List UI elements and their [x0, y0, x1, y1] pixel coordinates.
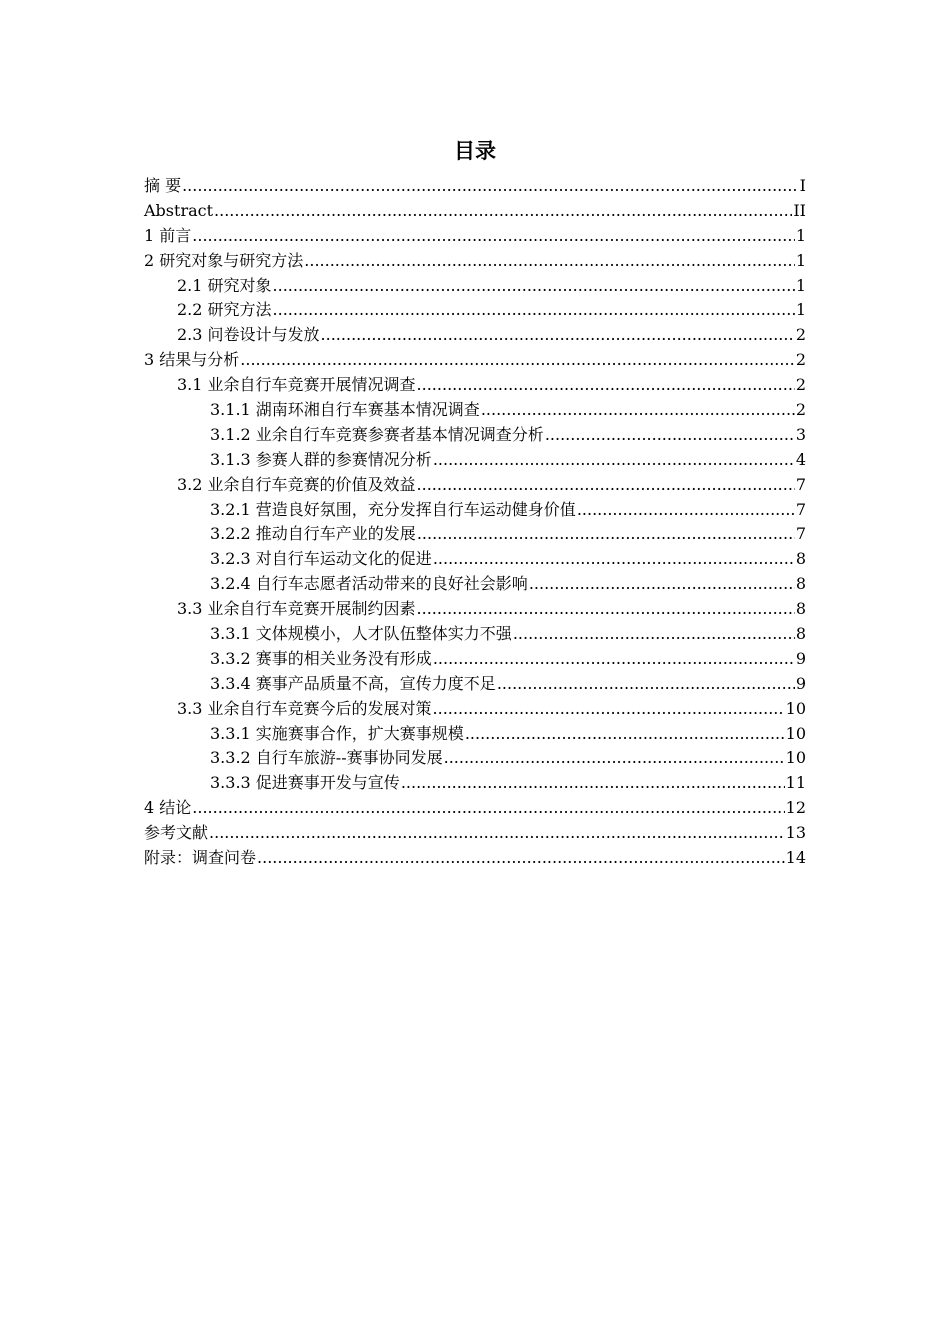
toc-entry-label: 3.3 业余自行车竞赛今后的发展对策 [177, 698, 432, 718]
toc-entry[interactable] [144, 697, 806, 722]
toc-entry[interactable] [144, 572, 806, 597]
toc-dot-leader [417, 473, 795, 498]
toc-entry-label: 3.3.4 赛事产品质量不高，宣传力度不足 [210, 673, 496, 693]
toc-entry-page: 1 [795, 225, 806, 245]
toc-entry-page: 1 [795, 300, 806, 320]
toc-entry[interactable] [144, 771, 806, 796]
toc-entry[interactable] [144, 199, 806, 224]
toc-entry-page: I [799, 176, 806, 195]
toc-entry-label: 3.1.1 湖南环湘自行车赛基本情况调查 [210, 400, 480, 420]
toc-entry-label: Abstract [144, 200, 214, 220]
toc-dot-leader [417, 373, 795, 398]
toc-entry-label: 3 结果与分析 [144, 350, 240, 370]
toc-dot-leader [545, 423, 795, 448]
toc-dot-leader [529, 572, 795, 597]
toc-dot-leader [433, 547, 795, 572]
toc-entry-page: 2 [795, 325, 806, 345]
toc-entry[interactable] [144, 647, 806, 672]
toc-entry-page: 8 [795, 549, 806, 569]
toc-entry-label: 3.1.3 参赛人群的参赛情况分析 [210, 449, 432, 469]
toc-entry-page: 7 [795, 474, 806, 494]
toc-entry[interactable] [144, 498, 806, 523]
toc-dot-leader [497, 672, 795, 697]
toc-entry[interactable] [144, 298, 806, 323]
toc-entry-label: 参考文献 [144, 823, 209, 843]
toc-entry-label: 3.2.3 对自行车运动文化的促进 [210, 549, 432, 569]
toc-entry-label: 3.3.1 文体规模小，人才队伍整体实力不强 [210, 624, 512, 644]
toc-dot-leader [577, 498, 795, 523]
toc-entry-label: 2.2 研究方法 [177, 300, 272, 320]
toc-entry-label: 4 结论 [144, 798, 192, 818]
toc-entry[interactable] [144, 398, 806, 423]
toc-dot-leader [273, 274, 795, 299]
toc-dot-leader [465, 722, 785, 747]
toc-dot-leader [433, 647, 795, 672]
toc-entry[interactable] [144, 821, 806, 846]
toc-entry[interactable] [144, 448, 806, 473]
toc-entry-page: 9 [795, 648, 806, 668]
toc-entry-page: 2 [795, 350, 806, 370]
toc-entry[interactable] [144, 423, 806, 448]
toc-dot-leader [192, 224, 795, 249]
toc-dot-leader [433, 448, 795, 473]
toc-entry[interactable] [144, 547, 806, 572]
toc-entry[interactable] [144, 597, 806, 622]
toc-entry-label: 2 研究对象与研究方法 [144, 250, 304, 270]
toc-entry-label: 3.2.2 推动自行车产业的发展 [210, 524, 416, 544]
toc-dot-leader [182, 174, 799, 199]
toc-dot-leader [273, 298, 795, 323]
toc-dot-leader [481, 398, 795, 423]
toc-entry-label: 3.2 业余自行车竞赛的价值及效益 [177, 474, 416, 494]
table-of-contents [144, 174, 806, 871]
toc-entry-label: 3.3 业余自行车竞赛开展制约因素 [177, 599, 416, 619]
toc-entry[interactable] [144, 473, 806, 498]
toc-dot-leader [209, 821, 785, 846]
toc-entry[interactable] [144, 348, 806, 373]
toc-entry-label: 3.3.1 实施赛事合作，扩大赛事规模 [210, 723, 464, 743]
toc-entry-page: 8 [795, 599, 806, 619]
toc-entry-page: 10 [785, 698, 806, 718]
toc-dot-leader [240, 348, 795, 373]
toc-entry[interactable] [144, 522, 806, 547]
toc-entry-label: 2.3 问卷设计与发放 [177, 325, 320, 345]
toc-entry[interactable] [144, 174, 806, 199]
toc-dot-leader [417, 597, 795, 622]
toc-entry-label: 3.3.3 促进赛事开发与宣传 [210, 773, 400, 793]
toc-entry-page: 4 [795, 449, 806, 469]
toc-entry-label: 3.2.1 营造良好氛围，充分发挥自行车运动健身价值 [210, 499, 576, 519]
toc-entry-page: 3 [795, 424, 806, 444]
toc-dot-leader [401, 771, 785, 796]
toc-entry-page: 14 [785, 848, 806, 868]
toc-entry-label: 1 前言 [144, 225, 192, 245]
toc-entry-label: 附录：调查问卷 [144, 848, 257, 868]
toc-entry[interactable] [144, 224, 806, 249]
toc-dot-leader [433, 697, 785, 722]
toc-entry-page: II [793, 200, 806, 220]
toc-entry-page: 2 [795, 375, 806, 395]
page-title: 目录 [454, 138, 496, 163]
toc-entry-page: 7 [795, 524, 806, 544]
toc-entry-page: 9 [795, 673, 806, 693]
toc-entry-label: 3.3.2 赛事的相关业务没有形成 [210, 648, 432, 668]
toc-entry[interactable] [144, 722, 806, 747]
toc-dot-leader [192, 796, 784, 821]
toc-entry-page: 8 [795, 574, 806, 594]
toc-entry-page: 2 [795, 400, 806, 420]
toc-entry[interactable] [144, 323, 806, 348]
toc-entry[interactable] [144, 846, 806, 871]
toc-entry-page: 13 [785, 823, 806, 843]
toc-dot-leader [321, 323, 795, 348]
toc-dot-leader [214, 199, 792, 224]
toc-entry-page: 1 [795, 250, 806, 270]
toc-entry[interactable] [144, 746, 806, 771]
toc-dot-leader [444, 746, 785, 771]
toc-entry-label: 3.1.2 业余自行车竞赛参赛者基本情况调查分析 [210, 424, 544, 444]
toc-entry[interactable] [144, 796, 806, 821]
toc-entry[interactable] [144, 274, 806, 299]
toc-entry[interactable] [144, 373, 806, 398]
toc-entry-label: 3.1 业余自行车竞赛开展情况调查 [177, 375, 416, 395]
toc-entry-page: 10 [785, 748, 806, 768]
toc-entry[interactable] [144, 622, 806, 647]
toc-dot-leader [513, 622, 795, 647]
toc-entry-page: 10 [785, 723, 806, 743]
toc-dot-leader [417, 522, 795, 547]
toc-entry-label: 2.1 研究对象 [177, 275, 272, 295]
toc-entry-label: 3.3.2 自行车旅游--赛事协同发展 [210, 748, 443, 768]
toc-entry[interactable] [144, 249, 806, 274]
toc-entry-page: 8 [795, 624, 806, 644]
toc-entry[interactable] [144, 672, 806, 697]
toc-entry-label: 摘 要 [144, 176, 182, 195]
toc-dot-leader [304, 249, 795, 274]
toc-entry-label: 3.2.4 自行车志愿者活动带来的良好社会影响 [210, 574, 528, 594]
toc-dot-leader [257, 846, 785, 871]
toc-entry-page: 12 [785, 798, 806, 818]
toc-entry-page: 7 [795, 499, 806, 519]
toc-entry-page: 11 [785, 773, 806, 793]
toc-entry-page: 1 [795, 275, 806, 295]
